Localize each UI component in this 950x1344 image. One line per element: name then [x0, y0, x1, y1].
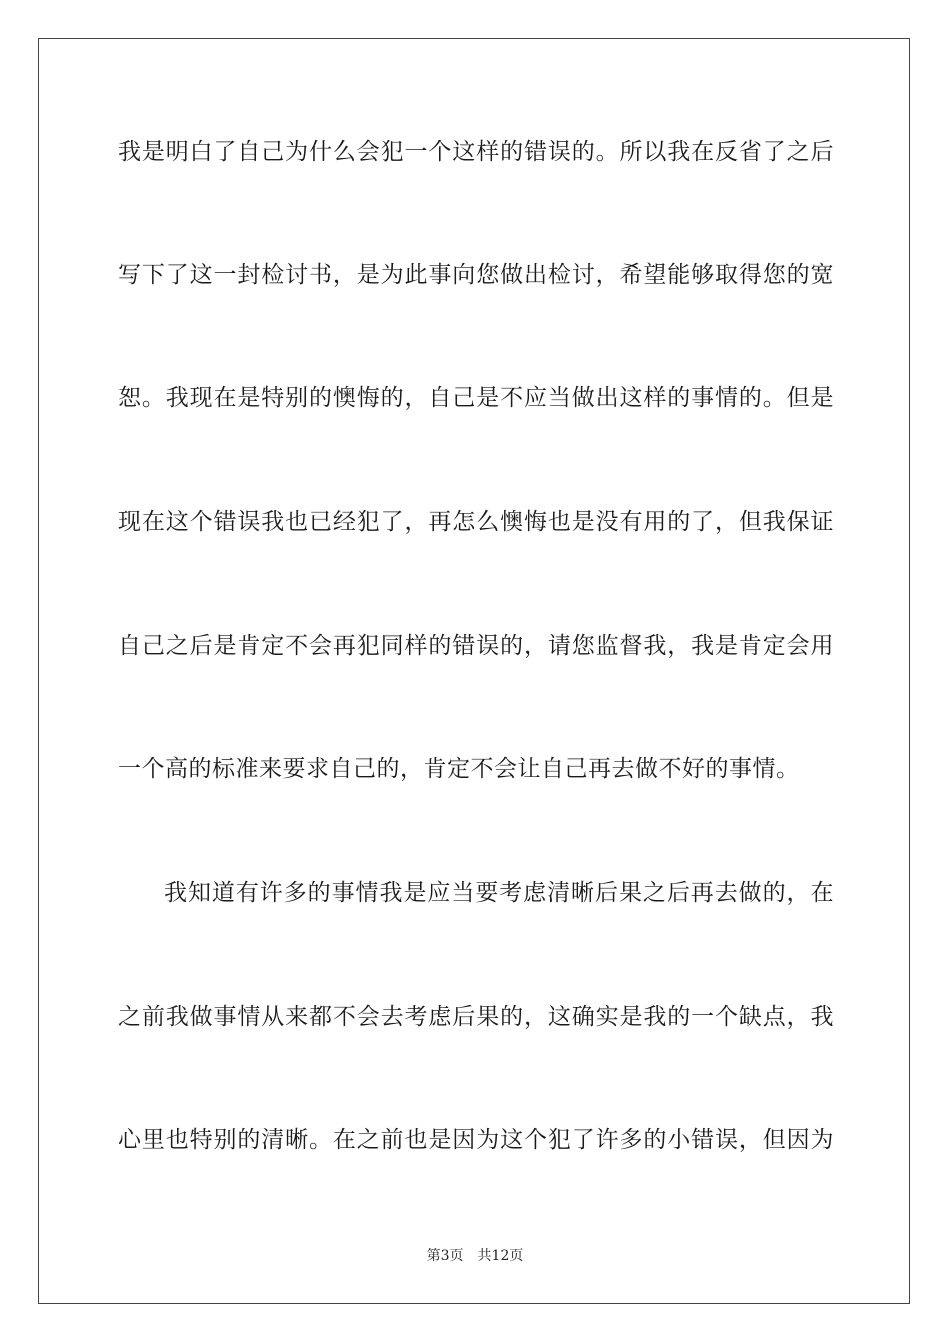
text-line: 恕。我现在是特别的懊悔的，自己是不应当做出这样的事情的。但是 [118, 385, 834, 411]
page-footer [0, 1246, 950, 1266]
page-border [38, 38, 910, 1304]
text-line: 我知道有许多的事情我是应当要考虑清晰后果之后再去做的，在 [164, 880, 834, 906]
text-line: 现在这个错误我也已经犯了，再怎么懊悔也是没有用的了，但我保证 [118, 509, 834, 535]
page-total: 共12页 [477, 1248, 524, 1264]
text-line: 我是明白了自己为什么会犯一个这样的错误的。所以我在反省了之后 [118, 139, 834, 165]
text-line: 一个高的标准来要求自己的，肯定不会让自己再去做不好的事情。 [118, 756, 800, 782]
text-line: 心里也特别的清晰。在之前也是因为这个犯了许多的小错误，但因为 [118, 1127, 834, 1153]
text-line: 写下了这一封检讨书，是为此事向您做出检讨，希望能够取得您的宽 [118, 262, 834, 288]
text-line: 之前我做事情从来都不会去考虑后果的，这确实是我的一个缺点，我 [118, 1004, 834, 1030]
text-line: 自己之后是肯定不会再犯同样的错误的，请您监督我，我是肯定会用 [118, 633, 834, 659]
page-number: 第3页 [426, 1248, 464, 1264]
